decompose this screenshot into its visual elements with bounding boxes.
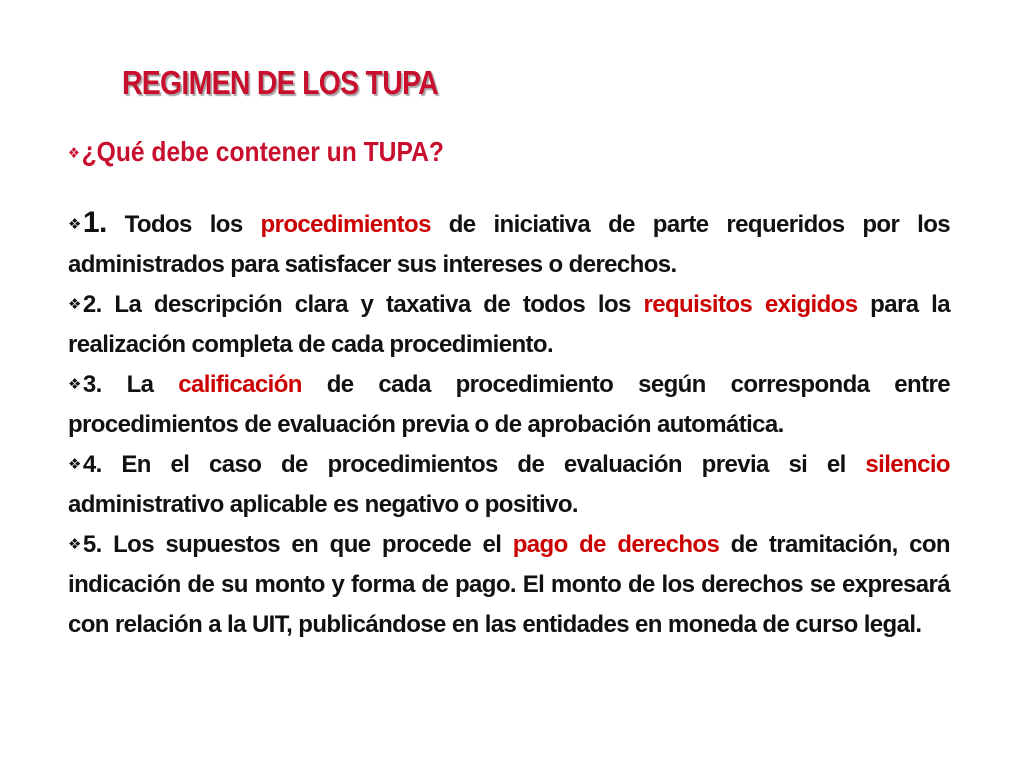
item-number: 5. (82, 531, 102, 558)
list-item-1 (68, 203, 950, 285)
item-number: 2. (82, 291, 102, 318)
diamond-cluster-icon: ❖ (68, 216, 81, 233)
item-number: 4. (82, 451, 102, 478)
question-text: ¿Qué debe contener un TUPA? (81, 136, 444, 167)
diamond-cluster-icon: ❖ (68, 376, 81, 393)
item-text: de iniciativa de parte requeridos por los administrados para satisfacer sus intereses o derechos. (68, 211, 950, 278)
list-item-2 (68, 285, 950, 365)
list-item-4 (68, 445, 950, 525)
diamond-cluster-icon: ❖ (68, 536, 81, 553)
item-text: de tramitación, con indicación de su monto y forma de pago. El monto de los derechos se expresará con relación a la UIT, publicándose en las entidades en moneda de curso legal. (68, 531, 950, 638)
item-number: 3. (82, 371, 102, 398)
item-number: 1. (82, 206, 107, 239)
slide-title: REGIMEN DE LOS TUPA (122, 64, 438, 101)
list-item-3 (68, 365, 950, 445)
item-highlight: procedimientos (260, 211, 431, 238)
question-heading (68, 136, 444, 168)
list-item-5 (68, 525, 950, 645)
diamond-cluster-icon: ❖ (68, 145, 80, 162)
item-text: para la realización completa de cada procedimiento. (68, 291, 951, 358)
content-list (68, 203, 950, 645)
diamond-cluster-icon: ❖ (68, 456, 81, 473)
item-text: de cada procedimiento según corresponda entre procedimientos de evaluación previa o de aprobación automática. (68, 371, 950, 438)
item-highlight: calificación (178, 371, 302, 398)
item-text: La descripción clara y taxativa de todos los (101, 291, 644, 318)
item-text: Los supuestos en que procede el (101, 531, 513, 558)
item-text: En el caso de procedimientos de evaluación previa si el (101, 451, 866, 478)
item-text: administrativo aplicable es negativo o positivo. (68, 491, 579, 518)
item-text: La (101, 371, 179, 398)
item-highlight: pago de derechos (512, 531, 720, 558)
item-highlight: silencio (865, 451, 950, 478)
item-highlight: requisitos exigidos (643, 291, 858, 318)
diamond-cluster-icon: ❖ (68, 296, 81, 313)
item-text: Todos los (106, 211, 261, 238)
